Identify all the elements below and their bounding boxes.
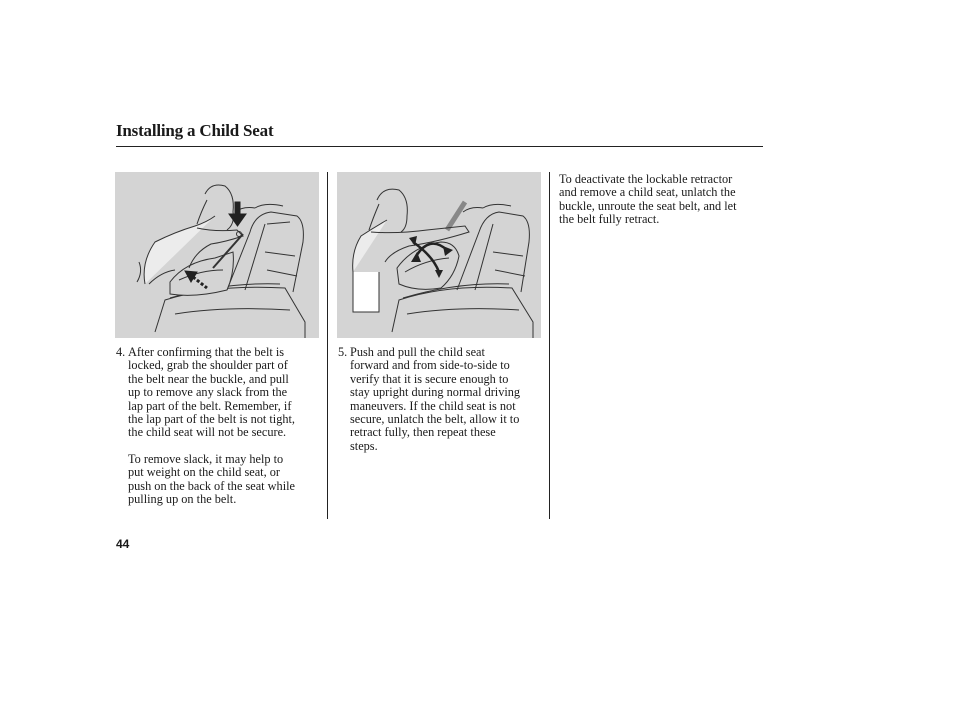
step-5-line: Push and pull the child seat — [350, 345, 485, 359]
step-4-line: up to remove any slack from the — [128, 385, 288, 400]
column3-text — [559, 173, 769, 227]
column-divider-1 — [327, 172, 328, 519]
column2-text — [338, 346, 544, 453]
column1-text — [116, 346, 321, 506]
slack-note-line: push on the back of the seat while — [128, 478, 295, 493]
deactivate-line: buckle, unroute the seat belt, and let — [559, 198, 737, 213]
step-4-line: lap part of the belt. Remember, if — [128, 398, 292, 413]
title-rule — [116, 146, 763, 147]
step-4-number: 4. — [116, 345, 126, 359]
illustration-belt-tightening — [115, 172, 319, 338]
slack-note-line: pulling up on the belt. — [128, 492, 237, 507]
step-5-line: stay upright during normal driving — [350, 385, 521, 400]
step-5-number: 5. — [338, 345, 348, 359]
column-divider-2 — [549, 172, 550, 519]
deactivate-line: To deactivate the lockable retractor — [559, 172, 733, 186]
step-4-line: the belt near the buckle, and pull — [128, 371, 289, 386]
slack-note-line: put weight on the child seat, or — [128, 465, 280, 480]
step-5-line: secure, unlatch the belt, allow it to — [350, 412, 520, 427]
illustration-seat-check — [337, 172, 541, 338]
slack-note-line: To remove slack, it may help to — [128, 451, 284, 466]
step-4-line: the child seat will not be secure. — [128, 425, 287, 440]
step-4-line: the lap part of the belt is not tight, — [128, 412, 295, 427]
step-5-line: retract fully, then repeat these — [350, 425, 496, 440]
step-5-line: verify that it is secure enough to — [350, 371, 509, 386]
deactivate-line: the belt fully retract. — [559, 212, 660, 227]
page-number: 44 — [116, 537, 130, 551]
step-5 — [338, 346, 544, 453]
step-4-line: After confirming that the belt is — [128, 345, 285, 359]
page-title: Installing a Child Seat — [116, 121, 274, 140]
step-5-line: maneuvers. If the child seat is not — [350, 398, 516, 413]
step-4-line: locked, grab the shoulder part of — [128, 358, 288, 373]
step-5-line: steps. — [350, 438, 378, 453]
slack-note — [128, 453, 321, 507]
step-5-line: forward and from side-to-side to — [350, 358, 510, 373]
deactivate-line: and remove a child seat, unlatch the — [559, 185, 736, 200]
step-4 — [116, 346, 321, 506]
